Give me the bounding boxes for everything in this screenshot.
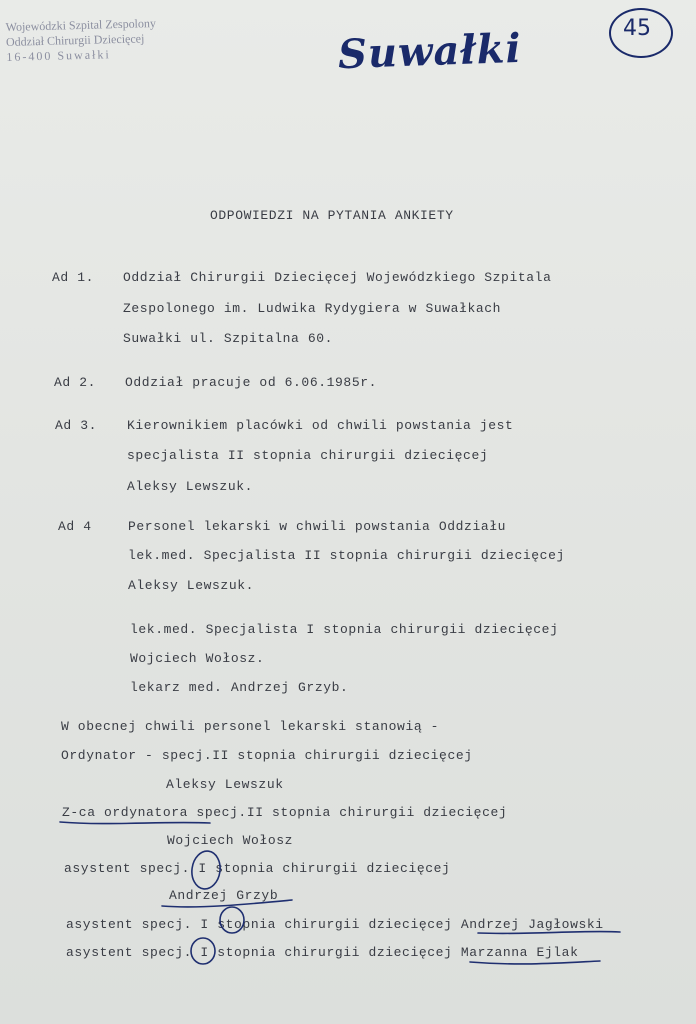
ad3-line-3: Aleksy Lewszuk. [127,479,254,494]
ad4-line-1: Personel lekarski w chwili powstania Oddziału [128,519,507,534]
underline-asystent-1-name [162,900,292,907]
ad4-line-3: Aleksy Lewszuk. [128,578,255,593]
underline-zca [60,822,210,824]
stamp-line-3: 16-400 Suwałki [6,47,111,64]
current-ordynator: Ordynator - specj.II stopnia chirurgii dziecięcej [61,748,473,763]
current-zca: Z-ca ordynatora specj.II stopnia chirurgii dziecięcej [62,805,508,820]
ad1-line-3: Suwałki ul. Szpitalna 60. [123,331,334,346]
current-asystent-3: asystent specj. I stopnia chirurgii dziecięcej Marzanna Ejlak [66,945,579,960]
current-asystent-1-name: Andrzej Grzyb [169,888,279,903]
ad3-line-1: Kierownikiem placówki od chwili powstania jest [127,418,514,433]
document-title: ODPOWIEDZI NA PYTANIA ANKIETY [210,208,454,223]
circle-mark-1 [189,849,222,891]
current-ordynator-name: Aleksy Lewszuk [166,777,284,792]
ad2-label: Ad 2. [54,375,97,390]
current-asystent-2: asystent specj. I stopnia chirurgii dziecięcej Andrzej Jagłowski [66,917,604,932]
ad1-line-1: Oddział Chirurgii Dziecięcej Wojewódzkiego Szpitala [123,270,552,285]
current-asystent-1: asystent specj. I stopnia chirurgii dziecięcej [64,861,451,876]
ad4-label: Ad 4 [58,519,92,534]
ad1-label: Ad 1. [52,270,95,285]
ad2-line-1: Oddział pracuje od 6.06.1985r. [125,375,378,390]
stamp-line-1: Wojewódzki Szpital Zespolony [5,16,157,34]
underline-jaglowski [478,932,620,934]
current-zca-name: Wojciech Wołosz [167,833,294,848]
ad3-label: Ad 3. [55,418,98,433]
page-number: 45 [623,16,651,41]
ad3-line-2: specjalista II stopnia chirurgii dziecięcej [127,448,489,463]
circle-mark-3 [191,938,215,964]
ad1-line-2: Zespolonego im. Ludwika Rydygiera w Suwałkach [123,301,502,316]
ad4-line-4: lek.med. Specjalista I stopnia chirurgii dziecięcej [130,622,559,637]
circle-mark-2 [220,907,244,933]
ad4-line-5: Wojciech Wołosz. [130,651,265,666]
handwritten-title: Suwałki [337,24,523,79]
current-intro: W obecnej chwili personel lekarski stanowią - [61,719,440,734]
ad4-line-2: lek.med. Specjalista II stopnia chirurgii dziecięcej [128,548,565,563]
stamp-line-2: Oddział Chirurgii Dziecięcej [5,31,145,49]
ad4-line-6: lekarz med. Andrzej Grzyb. [130,680,349,695]
underline-ejlak [470,961,600,964]
